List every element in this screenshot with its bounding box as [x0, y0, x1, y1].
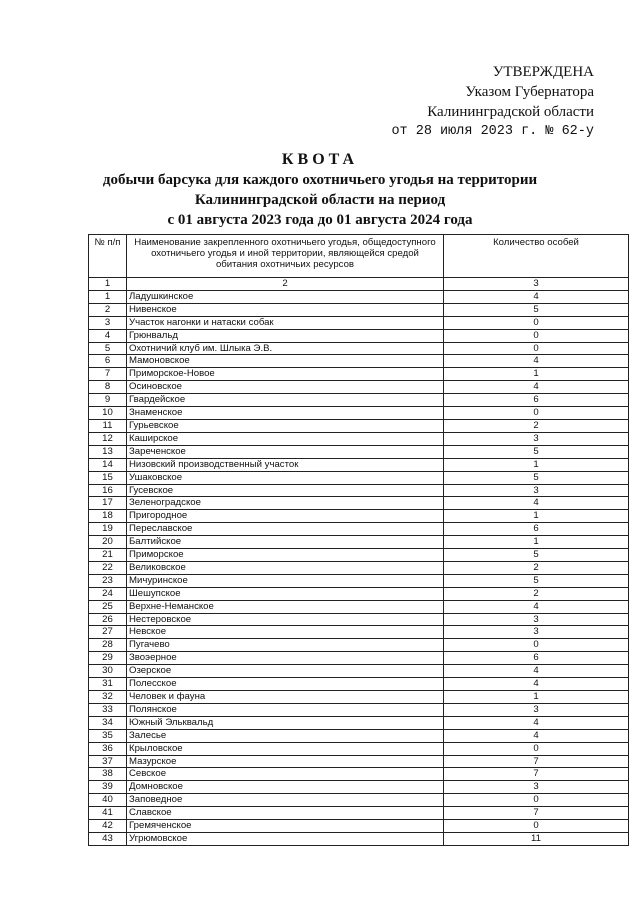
table-row: [89, 381, 629, 394]
row-quantity: 7: [444, 768, 629, 781]
quota-table: [88, 234, 629, 846]
row-quantity: 1: [444, 536, 629, 549]
row-quantity: 0: [444, 407, 629, 420]
table-row: [89, 419, 629, 432]
table-row: [89, 781, 629, 794]
table-row: [89, 549, 629, 562]
table-row: [89, 691, 629, 704]
row-hunting-ground: Каширское: [127, 432, 444, 445]
row-hunting-ground: Зеленоградское: [127, 497, 444, 510]
row-hunting-ground: Крыловское: [127, 742, 444, 755]
row-quantity: 7: [444, 807, 629, 820]
row-hunting-ground: Приморское-Новое: [127, 368, 444, 381]
table-row: [89, 561, 629, 574]
row-number: 37: [89, 755, 127, 768]
column-index-row: [89, 278, 629, 291]
row-quantity: 5: [444, 445, 629, 458]
row-quantity: 4: [444, 665, 629, 678]
row-number: 33: [89, 703, 127, 716]
table-header-row: [89, 235, 629, 278]
table-row: [89, 820, 629, 833]
row-quantity: 3: [444, 626, 629, 639]
row-hunting-ground: Мичуринское: [127, 574, 444, 587]
row-quantity: 2: [444, 419, 629, 432]
row-number: 28: [89, 639, 127, 652]
table-row: [89, 794, 629, 807]
row-hunting-ground: Полянское: [127, 703, 444, 716]
row-hunting-ground: Нестеровское: [127, 613, 444, 626]
row-hunting-ground: Пригородное: [127, 510, 444, 523]
title-heading: КВОТА: [281, 151, 359, 168]
row-hunting-ground: Мазурское: [127, 755, 444, 768]
table-row: [89, 342, 629, 355]
row-hunting-ground: Нивенское: [127, 303, 444, 316]
table-row: [89, 665, 629, 678]
row-hunting-ground: Звоэерное: [127, 652, 444, 665]
row-quantity: 4: [444, 678, 629, 691]
row-number: 21: [89, 549, 127, 562]
table-row: [89, 368, 629, 381]
row-quantity: 3: [444, 432, 629, 445]
row-number: 16: [89, 484, 127, 497]
row-quantity: 2: [444, 561, 629, 574]
row-number: 5: [89, 342, 127, 355]
row-number: 9: [89, 394, 127, 407]
row-hunting-ground: Ушаковское: [127, 471, 444, 484]
table-row: [89, 600, 629, 613]
table-row: [89, 316, 629, 329]
row-quantity: 0: [444, 639, 629, 652]
row-quantity: 1: [444, 368, 629, 381]
row-hunting-ground: Грюнвальд: [127, 329, 444, 342]
row-hunting-ground: Домновское: [127, 781, 444, 794]
table-row: [89, 432, 629, 445]
column-index: 1: [89, 278, 127, 291]
document-title: [0, 150, 640, 230]
table-row: [89, 807, 629, 820]
row-hunting-ground: Осиновское: [127, 381, 444, 394]
approval-title: УТВЕРЖДЕНА: [492, 64, 594, 80]
row-number: 20: [89, 536, 127, 549]
approval-decree-by: Указом Губернатора: [465, 84, 594, 100]
row-number: 6: [89, 355, 127, 368]
table-row: [89, 290, 629, 303]
row-hunting-ground: Полесское: [127, 678, 444, 691]
row-quantity: 1: [444, 458, 629, 471]
row-quantity: 4: [444, 290, 629, 303]
row-hunting-ground: Охотничий клуб им. Шлыка Э.В.: [127, 342, 444, 355]
column-index: 3: [444, 278, 629, 291]
row-quantity: 4: [444, 497, 629, 510]
row-number: 36: [89, 742, 127, 755]
row-quantity: 0: [444, 342, 629, 355]
row-number: 32: [89, 691, 127, 704]
row-quantity: 3: [444, 781, 629, 794]
table-row: [89, 613, 629, 626]
row-quantity: 0: [444, 742, 629, 755]
row-number: 43: [89, 832, 127, 845]
row-quantity: 6: [444, 652, 629, 665]
row-number: 26: [89, 613, 127, 626]
row-number: 34: [89, 716, 127, 729]
row-hunting-ground: Гурьевское: [127, 419, 444, 432]
table-row: [89, 458, 629, 471]
row-hunting-ground: Переславское: [127, 523, 444, 536]
row-hunting-ground: Южный Эльквальд: [127, 716, 444, 729]
table-row: [89, 652, 629, 665]
row-quantity: 4: [444, 381, 629, 394]
table-row: [89, 484, 629, 497]
row-hunting-ground: Шешупское: [127, 587, 444, 600]
row-number: 17: [89, 497, 127, 510]
row-number: 11: [89, 419, 127, 432]
row-number: 12: [89, 432, 127, 445]
row-hunting-ground: Человек и фауна: [127, 691, 444, 704]
title-line-1: добычи барсука для каждого охотничьего угодья на территории: [102, 172, 538, 188]
row-hunting-ground: Гвардейское: [127, 394, 444, 407]
row-hunting-ground: Гремяченское: [127, 820, 444, 833]
header-quantity: Количество особей: [444, 235, 629, 278]
row-number: 13: [89, 445, 127, 458]
title-line-3: с 01 августа 2023 года до 01 августа 2024 года: [167, 212, 473, 228]
row-quantity: 3: [444, 703, 629, 716]
row-number: 14: [89, 458, 127, 471]
row-hunting-ground: Зареченское: [127, 445, 444, 458]
row-hunting-ground: Знаменское: [127, 407, 444, 420]
table-row: [89, 742, 629, 755]
row-hunting-ground: Приморское: [127, 549, 444, 562]
table-row: [89, 523, 629, 536]
approval-stamp: [391, 62, 594, 142]
table-row: [89, 394, 629, 407]
approval-region: Калининградской области: [427, 104, 594, 120]
row-hunting-ground: Балтийское: [127, 536, 444, 549]
table-row: [89, 355, 629, 368]
row-hunting-ground: Участок нагонки и натаски собак: [127, 316, 444, 329]
row-number: 40: [89, 794, 127, 807]
row-hunting-ground: Верхне-Неманское: [127, 600, 444, 613]
row-number: 41: [89, 807, 127, 820]
row-number: 25: [89, 600, 127, 613]
table-row: [89, 510, 629, 523]
row-hunting-ground: Ладушкинское: [127, 290, 444, 303]
row-quantity: 6: [444, 523, 629, 536]
row-number: 22: [89, 561, 127, 574]
row-number: 19: [89, 523, 127, 536]
table-row: [89, 329, 629, 342]
row-quantity: 6: [444, 394, 629, 407]
table-row: [89, 536, 629, 549]
row-hunting-ground: Славское: [127, 807, 444, 820]
header-name: Наименование закрепленного охотничьего угодья, общедоступного охотничьего угодья и иной территории, являющейся средой обитания охотничьих ресурсов: [127, 235, 444, 278]
row-quantity: 0: [444, 316, 629, 329]
row-quantity: 0: [444, 329, 629, 342]
row-quantity: 5: [444, 471, 629, 484]
row-hunting-ground: Пугачево: [127, 639, 444, 652]
row-number: 24: [89, 587, 127, 600]
row-hunting-ground: Севское: [127, 768, 444, 781]
row-number: 27: [89, 626, 127, 639]
table-row: [89, 755, 629, 768]
row-number: 7: [89, 368, 127, 381]
row-quantity: 0: [444, 820, 629, 833]
row-hunting-ground: Гусевское: [127, 484, 444, 497]
row-hunting-ground: Угрюмовское: [127, 832, 444, 845]
table-row: [89, 639, 629, 652]
row-number: 29: [89, 652, 127, 665]
row-number: 1: [89, 290, 127, 303]
table-row: [89, 716, 629, 729]
row-number: 15: [89, 471, 127, 484]
row-quantity: 5: [444, 549, 629, 562]
row-hunting-ground: Озерское: [127, 665, 444, 678]
row-hunting-ground: Мамоновское: [127, 355, 444, 368]
row-quantity: 4: [444, 716, 629, 729]
table-row: [89, 678, 629, 691]
row-quantity: 1: [444, 510, 629, 523]
row-number: 4: [89, 329, 127, 342]
row-quantity: 4: [444, 355, 629, 368]
table-row: [89, 626, 629, 639]
row-number: 35: [89, 729, 127, 742]
row-hunting-ground: Заповедное: [127, 794, 444, 807]
table-row: [89, 497, 629, 510]
row-number: 31: [89, 678, 127, 691]
row-number: 23: [89, 574, 127, 587]
row-number: 8: [89, 381, 127, 394]
table-row: [89, 768, 629, 781]
table-row: [89, 303, 629, 316]
row-number: 38: [89, 768, 127, 781]
row-number: 42: [89, 820, 127, 833]
row-hunting-ground: Низовский производственный участок: [127, 458, 444, 471]
table-body: [89, 278, 629, 846]
row-quantity: 2: [444, 587, 629, 600]
row-quantity: 5: [444, 303, 629, 316]
row-quantity: 0: [444, 794, 629, 807]
row-hunting-ground: Великовское: [127, 561, 444, 574]
table-row: [89, 407, 629, 420]
row-quantity: 11: [444, 832, 629, 845]
table-row: [89, 445, 629, 458]
row-number: 10: [89, 407, 127, 420]
column-index: 2: [127, 278, 444, 291]
row-hunting-ground: Невское: [127, 626, 444, 639]
row-number: 3: [89, 316, 127, 329]
table-row: [89, 703, 629, 716]
table-row: [89, 832, 629, 845]
row-quantity: 1: [444, 691, 629, 704]
row-quantity: 3: [444, 484, 629, 497]
row-quantity: 3: [444, 613, 629, 626]
row-quantity: 5: [444, 574, 629, 587]
title-line-2: Калининградской области на период: [194, 192, 446, 208]
approval-decree-number: от 28 июля 2023 г. № 62-у: [391, 124, 594, 139]
row-hunting-ground: Залесье: [127, 729, 444, 742]
table-row: [89, 471, 629, 484]
row-quantity: 7: [444, 755, 629, 768]
row-number: 2: [89, 303, 127, 316]
header-number: № п/п: [89, 235, 127, 278]
row-number: 18: [89, 510, 127, 523]
table-row: [89, 729, 629, 742]
row-number: 30: [89, 665, 127, 678]
row-quantity: 4: [444, 729, 629, 742]
row-quantity: 4: [444, 600, 629, 613]
row-number: 39: [89, 781, 127, 794]
table-row: [89, 574, 629, 587]
table-row: [89, 587, 629, 600]
